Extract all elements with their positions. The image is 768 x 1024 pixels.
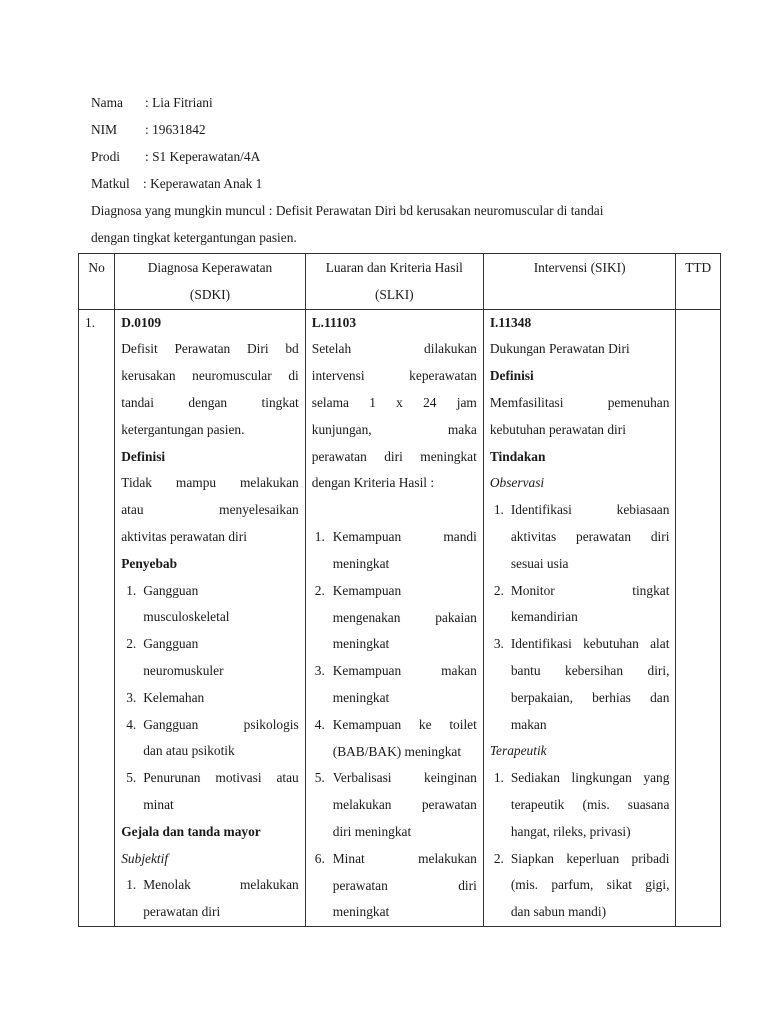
list-item-text: Identifikasi kebutuhan alat bbox=[510, 636, 670, 652]
sdki-gejala-title bbox=[121, 819, 299, 846]
list-number: 2. bbox=[126, 636, 137, 652]
slki-description: intervensi keperawatan bbox=[311, 368, 477, 384]
sdki-definisi-title bbox=[121, 444, 299, 471]
sdki-penyebab-title-text: Penyebab bbox=[121, 555, 178, 571]
list-item-text: Identifikasi kebiasaan bbox=[510, 502, 670, 518]
penyebab-item bbox=[121, 685, 299, 712]
slki-code bbox=[312, 310, 477, 337]
siki-cell bbox=[483, 309, 676, 927]
siki-tindakan-title bbox=[490, 444, 670, 471]
penyebab-item bbox=[121, 578, 299, 632]
list-item-text: Verbalisasi keinginan bbox=[332, 770, 477, 786]
sdki-definisi: atau menyelesaikan bbox=[121, 502, 299, 518]
siki-definisi: Memfasilitasi pemenuhan bbox=[489, 394, 670, 410]
list-item-text: Kelemahan bbox=[143, 689, 205, 705]
list-item-text: melakukan perawatan bbox=[332, 797, 477, 813]
sdki-definisi-title-text: Definisi bbox=[121, 448, 166, 464]
terapeutik-item bbox=[490, 765, 670, 845]
sdki-definisi: Tidak mampu melakukan bbox=[121, 475, 299, 491]
matkul-row bbox=[91, 170, 603, 197]
list-item-text: neuromuskuler bbox=[143, 662, 224, 678]
siki-definisi: kebutuhan perawatan diri bbox=[489, 421, 626, 437]
list-item-text: (BAB/BAK) meningkat bbox=[332, 743, 462, 759]
header-ttd: TTD bbox=[676, 254, 721, 310]
diagnosis-line-1: Diagnosa yang mungkin muncul : Defisit Perawatan Diri bd kerusakan neuromuscular di tandai bbox=[91, 203, 604, 218]
siki-code-text: I.11348 bbox=[489, 314, 532, 330]
nim-value: : 19631842 bbox=[145, 122, 206, 137]
kriteria-item-list bbox=[312, 524, 477, 926]
header-sdki: Diagnosa Keperawatan (SDKI) bbox=[115, 254, 306, 310]
kriteria-item bbox=[312, 578, 477, 658]
sdki-penyebab-title bbox=[121, 551, 299, 578]
siki-observasi bbox=[490, 470, 670, 497]
list-item-text: sesuai usia bbox=[510, 555, 569, 571]
list-item-text: Gangguan psikologis bbox=[143, 716, 299, 732]
sdki-code bbox=[121, 310, 299, 337]
siki-observasi-text: Observasi bbox=[489, 475, 545, 491]
list-item-text: Minat melakukan bbox=[332, 850, 477, 866]
penyebab-item bbox=[121, 631, 299, 685]
list-item-text: Kemampuan mandi bbox=[332, 529, 477, 545]
sdki-description: ketergantungan pasien. bbox=[121, 421, 245, 437]
siki-title: Dukungan Perawatan Diri bbox=[489, 341, 630, 357]
penyebab-item bbox=[121, 765, 299, 819]
slki-description: kunjungan, maka bbox=[311, 421, 477, 437]
list-item-text: perawatan diri bbox=[143, 904, 221, 920]
table-header-row bbox=[79, 254, 721, 310]
list-item-text: meningkat bbox=[332, 904, 390, 920]
row-number: 1. bbox=[79, 309, 115, 927]
kriteria-item bbox=[312, 846, 477, 926]
slki-description: selama 1 x 24 jam bbox=[311, 394, 477, 410]
slki-code-text: L.11103 bbox=[311, 314, 357, 330]
kriteria-item bbox=[312, 712, 477, 766]
sdki-definisi: aktivitas perawatan diri bbox=[121, 528, 247, 544]
list-item-text: terapeutik (mis. suasana bbox=[510, 796, 670, 812]
list-item-text: Sediakan lingkungan yang bbox=[510, 770, 670, 786]
kriteria-item bbox=[312, 524, 477, 578]
list-item-text: makan bbox=[510, 716, 547, 732]
list-item-text: berpakaian, berhias dan bbox=[510, 689, 670, 705]
list-item-text: dan sabun mandi) bbox=[510, 904, 607, 920]
list-item-text: diri meningkat bbox=[332, 823, 412, 839]
matkul-label: Matkul bbox=[91, 176, 130, 191]
name-row bbox=[91, 89, 603, 116]
siki-terapeutik-text: Terapeutik bbox=[489, 743, 547, 759]
list-item-text: Kemampuan bbox=[332, 582, 402, 598]
sdki-code-text: D.0109 bbox=[121, 314, 162, 330]
slki-description: perawatan diri meningkat bbox=[311, 448, 477, 464]
list-number: 5. bbox=[126, 770, 137, 786]
list-item-text: kemandirian bbox=[510, 609, 578, 625]
list-item-text: hangat, rileks, privasi) bbox=[510, 823, 631, 839]
kriteria-item bbox=[312, 658, 477, 712]
list-item-text: Kemampuan makan bbox=[332, 663, 477, 679]
siki-code bbox=[490, 310, 670, 337]
list-number: 3. bbox=[314, 663, 325, 679]
name-value: : Lia Fitriani bbox=[145, 95, 213, 110]
sdki-gejala-title-text: Gejala dan tanda mayor bbox=[121, 823, 261, 839]
observasi-item bbox=[490, 631, 670, 738]
list-item-text: Monitor tingkat bbox=[510, 582, 670, 598]
observasi-item-list bbox=[490, 497, 670, 738]
prodi-value: : S1 Keperawatan/4A bbox=[145, 149, 261, 164]
header-slki: Luaran dan Kriteria Hasil (SLKI) bbox=[305, 254, 483, 310]
siki-definisi-title bbox=[490, 363, 670, 390]
observasi-item bbox=[490, 497, 670, 577]
header-no: No bbox=[79, 254, 115, 310]
slki-cell bbox=[305, 309, 483, 927]
list-number: 1. bbox=[493, 770, 504, 786]
slki-description: dengan Kriteria Hasil : bbox=[311, 475, 435, 491]
header-siki: Intervensi (SIKI) bbox=[483, 254, 676, 310]
ttd-cell bbox=[676, 309, 721, 927]
list-item-text: dan atau psikotik bbox=[143, 743, 235, 759]
slki-description: Setelah dilakukan bbox=[311, 341, 477, 357]
kriteria-item bbox=[312, 765, 477, 845]
list-number: 2. bbox=[314, 582, 325, 598]
sdki-cell bbox=[115, 309, 306, 927]
list-item-text: meningkat bbox=[332, 689, 390, 705]
terapeutik-item bbox=[490, 846, 670, 926]
penyebab-item-list bbox=[121, 578, 299, 819]
siki-tindakan-title-text: Tindakan bbox=[489, 448, 546, 464]
list-number: 1. bbox=[126, 582, 137, 598]
diagnosis-line-2: dengan tingkat ketergantungan pasien. bbox=[91, 230, 297, 245]
list-item-text: (mis. parfum, sikat gigi, bbox=[510, 877, 670, 893]
list-number: 3. bbox=[493, 636, 504, 652]
siki-terapeutik bbox=[490, 738, 670, 765]
care-plan-table bbox=[78, 253, 721, 927]
observasi-item bbox=[490, 578, 670, 632]
subjektif-item bbox=[121, 872, 299, 926]
list-number: 2. bbox=[493, 850, 504, 866]
list-number: 4. bbox=[314, 716, 325, 732]
list-item-text: musculoskeletal bbox=[143, 609, 230, 625]
list-item-text: Gangguan bbox=[143, 582, 199, 598]
list-item-text: minat bbox=[143, 796, 174, 812]
terapeutik-item-list bbox=[490, 765, 670, 926]
list-item-text: Gangguan bbox=[143, 636, 199, 652]
spacer bbox=[312, 497, 477, 524]
list-item-text: Menolak melakukan bbox=[143, 877, 299, 893]
list-item-text: aktivitas perawatan diri bbox=[510, 528, 670, 544]
list-number: 4. bbox=[126, 716, 137, 732]
list-number: 6. bbox=[314, 850, 325, 866]
name-label: Nama bbox=[91, 95, 123, 110]
list-item-text: Kemampuan ke toilet bbox=[332, 716, 477, 732]
nim-label: NIM bbox=[91, 122, 118, 137]
list-number: 1. bbox=[314, 529, 325, 545]
list-item-text: meningkat bbox=[332, 555, 390, 571]
sdki-subjektif-text: Subjektif bbox=[121, 850, 169, 866]
list-item-text: bantu kebersihan diri, bbox=[510, 662, 670, 678]
nim-row bbox=[91, 116, 603, 143]
list-number: 2. bbox=[493, 582, 504, 598]
list-item-text: meningkat bbox=[332, 636, 390, 652]
penyebab-item bbox=[121, 712, 299, 766]
list-item-text: mengenakan pakaian bbox=[332, 609, 477, 625]
list-item-text: perawatan diri bbox=[332, 877, 477, 893]
list-number: 1. bbox=[126, 877, 137, 893]
matkul-value: : Keperawatan Anak 1 bbox=[143, 176, 263, 191]
sdki-subjektif bbox=[121, 846, 299, 873]
list-number: 5. bbox=[314, 770, 325, 786]
list-number: 1. bbox=[493, 502, 504, 518]
list-number: 3. bbox=[126, 689, 137, 705]
list-item-text: Penurunan motivasi atau bbox=[143, 770, 299, 786]
prodi-row bbox=[91, 143, 603, 170]
prodi-label: Prodi bbox=[91, 149, 121, 164]
subjektif-item-list bbox=[121, 872, 299, 926]
sdki-description: kerusakan neuromuscular di bbox=[121, 368, 299, 384]
student-info bbox=[91, 89, 603, 251]
sdki-description: tandai dengan tingkat bbox=[121, 394, 299, 410]
siki-definisi-title-text: Definisi bbox=[489, 368, 534, 384]
list-item-text: Siapkan keperluan pribadi bbox=[510, 850, 670, 866]
sdki-description: Defisit Perawatan Diri bd bbox=[121, 341, 299, 357]
table-row bbox=[79, 309, 721, 927]
